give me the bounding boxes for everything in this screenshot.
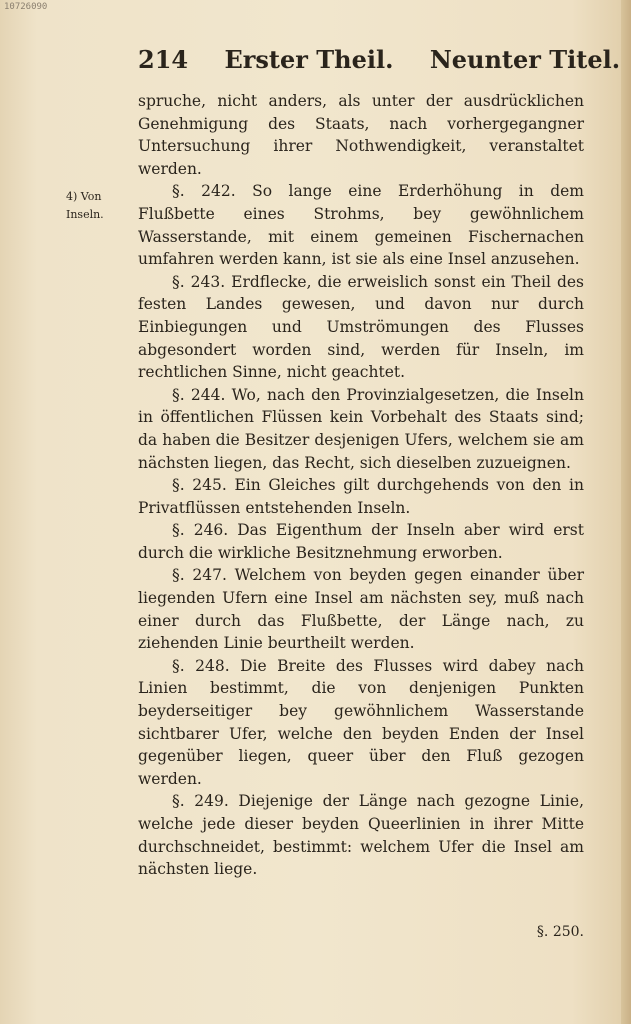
margin-note-line: Inseln. [66,208,104,221]
paragraph-249: §. 249. Diejenige der Länge nach gezogne Linie, welche jede dieser beyden Queerlinien in ihrer Mitte durchschneidet, bestimmt: welchem Ufer die Insel am nächsten liege. [138,792,584,879]
paragraph-242: §. 242. So lange eine Erderhöhung in dem Flußbette eines Strohms, bey gewöhnlichem Wasserstande, mit einem gemeinen Fischernachen umfahren werden kann, ist sie als eine Insel anzusehen. [138,182,584,269]
margin-note-line: 4) Von [66,190,102,203]
running-header [138,42,621,78]
paragraph-245: §. 245. Ein Gleiches gilt durchgehends von den in Privatflüssen entstehenden Inseln. [138,476,584,517]
page-edge [621,0,631,1024]
paragraph-243: §. 243. Erdflecke, die erweislich sonst ein Theil des festen Landes gewesen, und davon nur durch Einbiegungen und Umströmungen des Flusses abgesondert worden sind, werden für Inseln, im rechtlichen Sinne, nicht geachtet. [138,272,584,382]
catchword: §. 250. [536,924,584,940]
page-number: 214 [138,45,189,74]
paragraph-244: §. 244. Wo, nach den Provinzialgesetzen, die Inseln in öffentlichen Flüssen kein Vorbehalt des Staats sind; da haben die Besitzer desjenigen Ufers, welchem sie am nächsten liegen, das Recht, sich dieselben zuzueignen. [138,385,584,472]
header-part: Erster Theil. [224,45,394,74]
paragraph-247: §. 247. Welchem von beyden gegen einander über liegenden Ufern eine Insel am nächsten sey, muß nach einer durch das Flußbette, der Länge nach, zu ziehenden Linie beurtheilt werden. [138,566,584,653]
paragraph-246: §. 246. Das Eigenthum der Inseln aber wird erst durch die wirkliche Besitznehmung erworben. [138,521,584,562]
margin-note [66,188,132,224]
page-body [138,90,584,881]
library-stamp: 10726090 [4,2,48,12]
paragraph-248: §. 248. Die Breite des Flusses wird dabey nach Linien bestimmt, die von denjenigen Punkten beyderseitiger bey gewöhnlichem Wasserstande sichtbarer Ufer, welche den beyden Enden der Insel gegenüber liegen, queer über den Fluß gezogen werden. [138,656,584,788]
header-title: Neunter Titel. [429,45,621,74]
paragraph-continued: spruche, nicht anders, als unter der ausdrücklichen Genehmigung des Staats, nach vorhergegangner Untersuchung ihrer Nothwendigkeit, veranstaltet werden. [138,92,584,178]
